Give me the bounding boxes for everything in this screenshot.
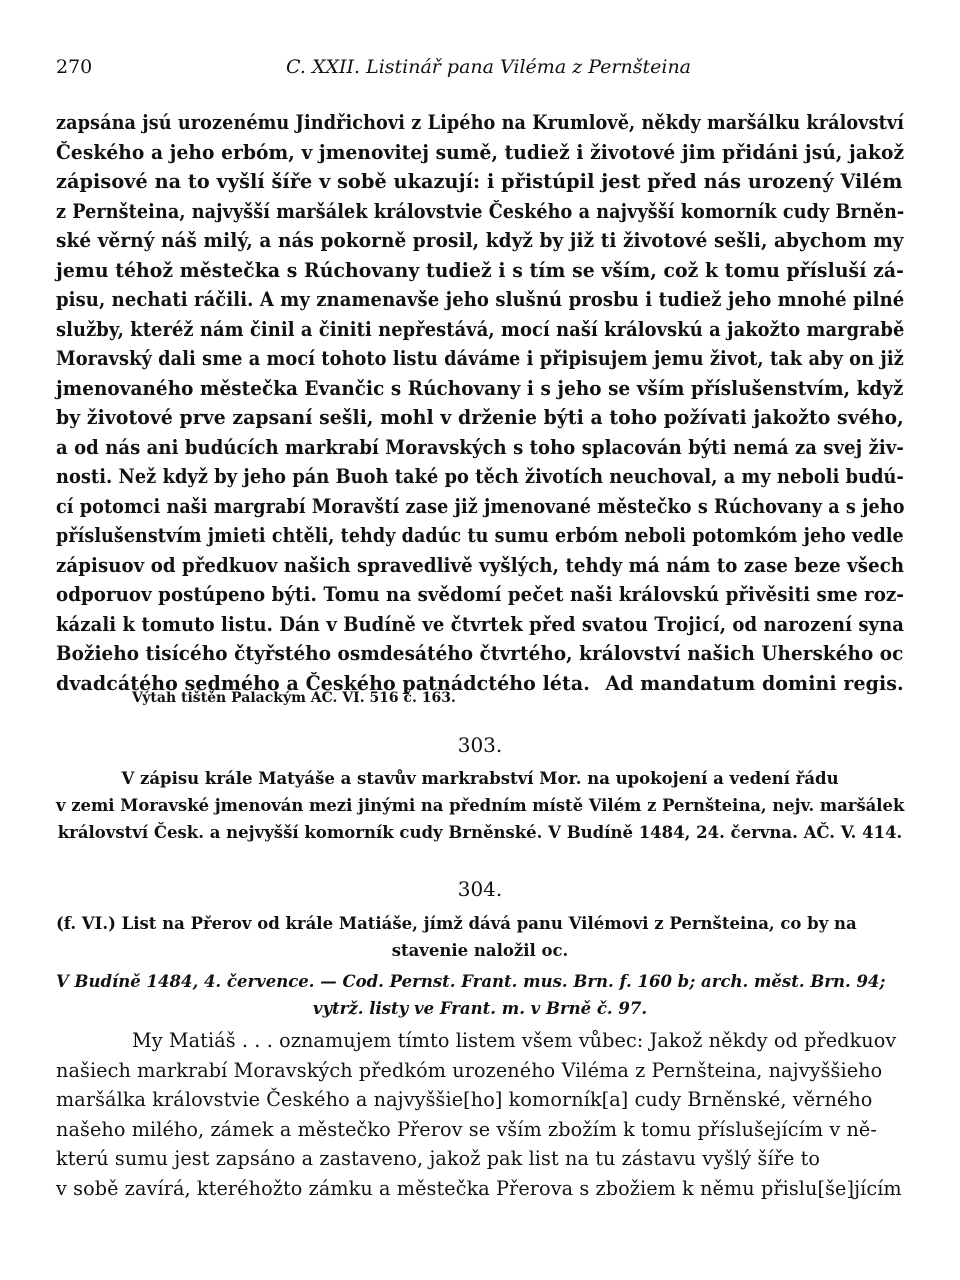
regest-line: stavenie naložil oc.	[391, 941, 569, 960]
source-line: vytrž. listy ve Frant. m. v Brně č. 97.	[312, 999, 648, 1018]
entry-304-text	[56, 1026, 904, 1203]
text-line: My Matiáš . . . oznamujem tímto listem všem vůbec: Jakož někdy od předkuov	[132, 1029, 897, 1052]
text-line: cí potomci naši margrabí Moravští zase již jmenované městečko s Rúchovany a s jeho	[56, 494, 905, 518]
final-line-text: dvadcátého sedmého a Českého patnádctého léta.	[56, 671, 590, 695]
text-line: kázali k tomuto listu. Dán v Budíně ve čtvrtek před svatou Trojicí, od narození syna	[56, 612, 905, 636]
text-line: příslušenstvím jmieti chtěli, tehdy dadúc tu sumu erbóm neboli potomkóm jeho vedle	[56, 524, 904, 547]
text-line: zapsána jsú urozenému Jindřichovi z Lipého na Krumlově, někdy maršálku království	[56, 111, 904, 134]
ad-mandatum: Ad mandatum domini regis.	[605, 671, 904, 695]
text-line: ské věrný náš milý, a nás pokorně prosil, když by již ti životové sešli, abychom my	[56, 229, 904, 252]
regest-line: království Česk. a nejvyšší komorník cudy Brněnské. V Budíně 1484, 24. června. AČ. V. 414.	[57, 823, 903, 842]
text-line: jmenovaného městečka Evančic s Rúchovany i s jeho se vším příslušenstvím, když	[56, 376, 904, 400]
text-line: maršálka královstvie Českého a najvyššie[ho] komorník[a] cudy Brněnské, věrného	[56, 1088, 873, 1111]
page-header	[56, 56, 904, 90]
text-line: Moravský dali sme a mocí tohoto listu dáváme i připisujem jemu život, tak aby on již	[56, 347, 904, 370]
text-line: z Pernšteina, najvyšší maršálek královstvie Českého a najvyšší komorník cudy Brněn-	[56, 199, 905, 223]
running-title: C. XXII. Listinář pana Viléma z Pernšteina	[286, 56, 692, 78]
source-line: V Budíně 1484, 4. července. — Cod. Pernst. Frant. mus. Brn. f. 160 b; arch. měst. Brn. 94;	[56, 972, 886, 991]
text-line: jemu téhož městečka s Rúchovany tudiež i s tím se vším, což k tomu přísluší zá-	[56, 258, 904, 282]
text-line: pisu, nechati ráčili. A my znamenavše jeho slušnú prosbu i tudiež jeho mnohé pilné	[56, 288, 905, 311]
text-line: našeho milého, zámek a městečko Přerov se vším zbožím k tomu příslušejícím v ně-	[56, 1117, 877, 1141]
text-line: kterú sumu jest zapsáno a zastaveno, jakož pak list na tu zástavu vyšlý šíře to	[56, 1147, 821, 1170]
text-line: služby, kteréž nám činil a činiti nepřestává, mocí naší královskú a jakožto margrabě	[56, 317, 905, 341]
text-line: odporuov postúpeno býti. Tomu na svědomí pečet naši královskú přivěsiti sme roz-	[56, 583, 905, 606]
source-note: Výtah tištěn Palackým AČ. VI. 516 č. 163.	[132, 690, 456, 706]
page-number: 270	[56, 56, 93, 78]
entry-304-source	[56, 968, 904, 1022]
regest-line: V zápisu krále Matyáše a stavův markrabství Mor. na upokojení a vedení řádu	[121, 769, 839, 788]
body-text-charter	[56, 108, 904, 698]
text-line: zápisuov od předkuov našich spravedlivě vyšlých, tehdy má nám to zase beze všech	[56, 553, 905, 577]
text-line: v sobě zavírá, kteréhožto zámku a městečka Přerova s zbožiem k němu přislu[še]jícím	[56, 1176, 902, 1200]
text-line: Českého a jeho erbóm, v jmenovitej sumě, tudiež i životové jim přidáni jsú, jakož	[56, 140, 905, 164]
entry-304-regest	[56, 910, 904, 964]
text-line: Božieho tisícého čtyřstého osmdesátého čtvrtého, království našich Uherského oc	[56, 642, 904, 665]
regest-line: (f. VI.) List na Přerov od krále Matiáše, jímž dává panu Vilémovi z Pernšteina, co by na	[56, 914, 857, 933]
text-line: by životové prve zapsaní sešli, mohl v drženie býti a toho požívati jakožto svého,	[56, 406, 904, 429]
text-line: zápisové na to vyšlí šíře v sobě ukazují: i přistúpil jest před nás urozený Vilém	[56, 170, 903, 193]
entry-number-303: 303.	[457, 733, 503, 757]
text-line: našiech markrabí Moravských předkóm urozeného Viléma z Pernšteina, najvyššieho	[56, 1058, 883, 1082]
text-line: a od nás ani budúcích markrabí Moravských s toho splacován býti nemá za svej živ-	[56, 435, 904, 459]
regest-line: v zemi Moravské jmenován mezi jinými na předním místě Vilém z Pernšteina, nejv. maršálek	[56, 796, 905, 815]
entry-303-regest	[56, 765, 904, 846]
text-line: nosti. Než když by jeho pán Buoh také po těch životích neuchoval, a my neboli budú-	[56, 465, 904, 488]
entry-number-304: 304.	[457, 877, 503, 901]
